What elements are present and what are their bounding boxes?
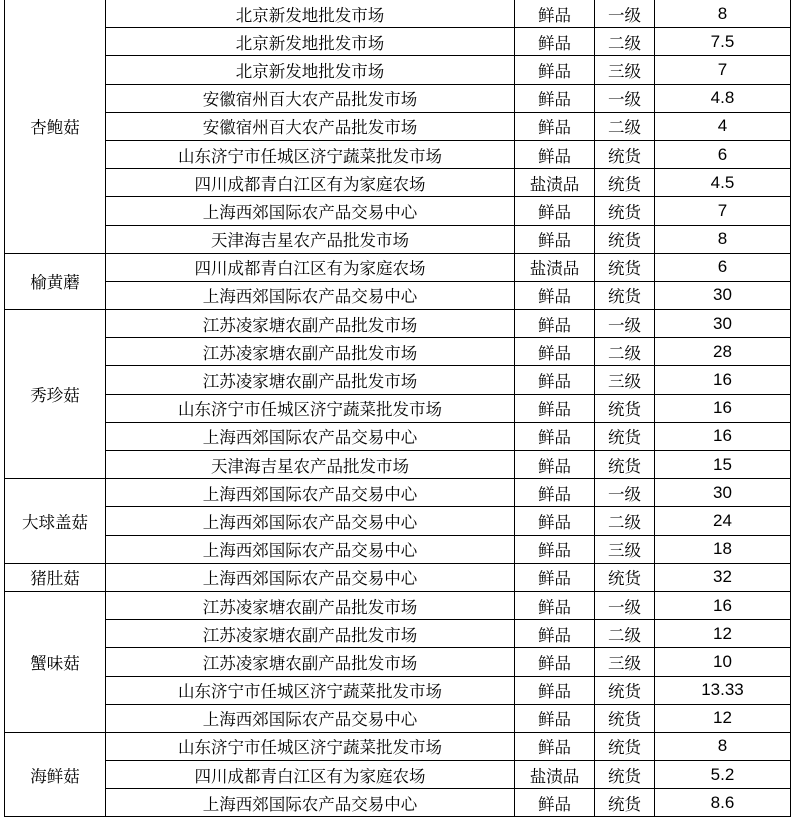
grade-cell: 三级: [595, 366, 655, 394]
table-row: [5, 563, 791, 591]
mushroom-variety-cell: 海鲜菇: [5, 732, 106, 817]
grade-cell: 三级: [595, 535, 655, 563]
price-cell: 7.5: [655, 28, 791, 56]
price-cell: 18: [655, 535, 791, 563]
market-cell: 四川成都青白江区有为家庭农场: [106, 253, 515, 281]
grade-cell: 统货: [595, 789, 655, 817]
grade-cell: 统货: [595, 253, 655, 281]
market-cell: 四川成都青白江区有为家庭农场: [106, 761, 515, 789]
table-row: [5, 620, 791, 648]
price-cell: 5.2: [655, 761, 791, 789]
price-cell: 16: [655, 422, 791, 450]
price-cell: 16: [655, 591, 791, 619]
price-cell: 8: [655, 225, 791, 253]
market-cell: 上海西郊国际农产品交易中心: [106, 197, 515, 225]
table-row: [5, 591, 791, 619]
mushroom-variety-cell: 蟹味菇: [5, 591, 106, 732]
table-row: [5, 422, 791, 450]
price-cell: 4.8: [655, 84, 791, 112]
product-type-cell: 鲜品: [515, 56, 595, 84]
table-row: [5, 28, 791, 56]
market-cell: 江苏凌家塘农副产品批发市场: [106, 620, 515, 648]
price-cell: 30: [655, 310, 791, 338]
table-row: [5, 281, 791, 309]
grade-cell: 统货: [595, 732, 655, 760]
product-type-cell: 鲜品: [515, 648, 595, 676]
grade-cell: 统货: [595, 225, 655, 253]
market-cell: 江苏凌家塘农副产品批发市场: [106, 648, 515, 676]
product-type-cell: 鲜品: [515, 563, 595, 591]
grade-cell: 统货: [595, 451, 655, 479]
market-cell: 天津海吉星农产品批发市场: [106, 225, 515, 253]
price-cell: 12: [655, 704, 791, 732]
product-type-cell: 盐渍品: [515, 169, 595, 197]
grade-cell: 统货: [595, 704, 655, 732]
table-row: [5, 479, 791, 507]
mushroom-variety-cell: 大球盖菇: [5, 479, 106, 564]
price-cell: 6: [655, 140, 791, 168]
product-type-cell: 盐渍品: [515, 253, 595, 281]
table-row: [5, 169, 791, 197]
grade-cell: 二级: [595, 620, 655, 648]
product-type-cell: 鲜品: [515, 112, 595, 140]
market-cell: 上海西郊国际农产品交易中心: [106, 704, 515, 732]
product-type-cell: 鲜品: [515, 394, 595, 422]
grade-cell: 统货: [595, 281, 655, 309]
product-type-cell: 鲜品: [515, 789, 595, 817]
product-type-cell: 鲜品: [515, 225, 595, 253]
table-row: [5, 112, 791, 140]
market-cell: 江苏凌家塘农副产品批发市场: [106, 310, 515, 338]
table-row: [5, 84, 791, 112]
market-cell: 山东济宁市任城区济宁蔬菜批发市场: [106, 732, 515, 760]
grade-cell: 统货: [595, 761, 655, 789]
table-row: [5, 732, 791, 760]
table-row: [5, 253, 791, 281]
market-cell: 上海西郊国际农产品交易中心: [106, 563, 515, 591]
price-cell: 24: [655, 507, 791, 535]
product-type-cell: 鲜品: [515, 0, 595, 28]
table-row: [5, 338, 791, 366]
product-type-cell: 鲜品: [515, 84, 595, 112]
price-cell: 32: [655, 563, 791, 591]
price-table-body: [5, 0, 791, 817]
market-cell: 山东济宁市任城区济宁蔬菜批发市场: [106, 140, 515, 168]
product-type-cell: 鲜品: [515, 310, 595, 338]
market-cell: 江苏凌家塘农副产品批发市场: [106, 338, 515, 366]
product-type-cell: 盐渍品: [515, 761, 595, 789]
grade-cell: 一级: [595, 84, 655, 112]
price-cell: 28: [655, 338, 791, 366]
table-row: [5, 507, 791, 535]
price-cell: 13.33: [655, 676, 791, 704]
product-type-cell: 鲜品: [515, 366, 595, 394]
table-row: [5, 451, 791, 479]
grade-cell: 二级: [595, 28, 655, 56]
market-cell: 四川成都青白江区有为家庭农场: [106, 169, 515, 197]
market-cell: 山东济宁市任城区济宁蔬菜批发市场: [106, 394, 515, 422]
table-row: [5, 648, 791, 676]
product-type-cell: 鲜品: [515, 732, 595, 760]
mushroom-variety-cell: 猪肚菇: [5, 563, 106, 591]
table-row: [5, 394, 791, 422]
product-type-cell: 鲜品: [515, 140, 595, 168]
product-type-cell: 鲜品: [515, 704, 595, 732]
grade-cell: 统货: [595, 197, 655, 225]
price-cell: 16: [655, 394, 791, 422]
product-type-cell: 鲜品: [515, 676, 595, 704]
grade-cell: 三级: [595, 56, 655, 84]
table-row: [5, 789, 791, 817]
price-cell: 7: [655, 197, 791, 225]
price-table: [4, 0, 791, 817]
market-cell: 上海西郊国际农产品交易中心: [106, 789, 515, 817]
price-cell: 12: [655, 620, 791, 648]
product-type-cell: 鲜品: [515, 507, 595, 535]
price-cell: 8.6: [655, 789, 791, 817]
grade-cell: 统货: [595, 140, 655, 168]
market-cell: 江苏凌家塘农副产品批发市场: [106, 366, 515, 394]
table-row: [5, 0, 791, 28]
product-type-cell: 鲜品: [515, 28, 595, 56]
product-type-cell: 鲜品: [515, 422, 595, 450]
product-type-cell: 鲜品: [515, 338, 595, 366]
market-cell: 北京新发地批发市场: [106, 56, 515, 84]
market-cell: 天津海吉星农产品批发市场: [106, 451, 515, 479]
product-type-cell: 鲜品: [515, 479, 595, 507]
market-cell: 上海西郊国际农产品交易中心: [106, 479, 515, 507]
market-cell: 上海西郊国际农产品交易中心: [106, 507, 515, 535]
mushroom-variety-cell: 秀珍菇: [5, 310, 106, 479]
price-cell: 7: [655, 56, 791, 84]
market-cell: 上海西郊国际农产品交易中心: [106, 281, 515, 309]
market-cell: 北京新发地批发市场: [106, 28, 515, 56]
price-cell: 8: [655, 0, 791, 28]
mushroom-variety-cell: 杏鲍菇: [5, 0, 106, 253]
product-type-cell: 鲜品: [515, 591, 595, 619]
market-cell: 安徽宿州百大农产品批发市场: [106, 112, 515, 140]
market-cell: 上海西郊国际农产品交易中心: [106, 535, 515, 563]
table-row: [5, 704, 791, 732]
product-type-cell: 鲜品: [515, 281, 595, 309]
grade-cell: 统货: [595, 422, 655, 450]
table-row: [5, 535, 791, 563]
product-type-cell: 鲜品: [515, 197, 595, 225]
product-type-cell: 鲜品: [515, 451, 595, 479]
grade-cell: 一级: [595, 310, 655, 338]
price-cell: 6: [655, 253, 791, 281]
market-cell: 北京新发地批发市场: [106, 0, 515, 28]
table-row: [5, 676, 791, 704]
price-cell: 8: [655, 732, 791, 760]
price-cell: 16: [655, 366, 791, 394]
price-cell: 4: [655, 112, 791, 140]
table-row: [5, 761, 791, 789]
market-cell: 上海西郊国际农产品交易中心: [106, 422, 515, 450]
grade-cell: 统货: [595, 676, 655, 704]
product-type-cell: 鲜品: [515, 535, 595, 563]
mushroom-variety-cell: 榆黄蘑: [5, 253, 106, 309]
grade-cell: 二级: [595, 507, 655, 535]
price-cell: 30: [655, 479, 791, 507]
market-cell: 山东济宁市任城区济宁蔬菜批发市场: [106, 676, 515, 704]
grade-cell: 三级: [595, 648, 655, 676]
product-type-cell: 鲜品: [515, 620, 595, 648]
grade-cell: 统货: [595, 169, 655, 197]
grade-cell: 二级: [595, 112, 655, 140]
table-row: [5, 140, 791, 168]
grade-cell: 一级: [595, 0, 655, 28]
price-cell: 10: [655, 648, 791, 676]
table-row: [5, 366, 791, 394]
price-cell: 30: [655, 281, 791, 309]
price-cell: 15: [655, 451, 791, 479]
table-row: [5, 310, 791, 338]
grade-cell: 统货: [595, 394, 655, 422]
price-cell: 4.5: [655, 169, 791, 197]
market-cell: 江苏凌家塘农副产品批发市场: [106, 591, 515, 619]
table-row: [5, 225, 791, 253]
grade-cell: 一级: [595, 479, 655, 507]
table-row: [5, 56, 791, 84]
table-row: [5, 197, 791, 225]
market-cell: 安徽宿州百大农产品批发市场: [106, 84, 515, 112]
grade-cell: 一级: [595, 591, 655, 619]
grade-cell: 统货: [595, 563, 655, 591]
grade-cell: 二级: [595, 338, 655, 366]
